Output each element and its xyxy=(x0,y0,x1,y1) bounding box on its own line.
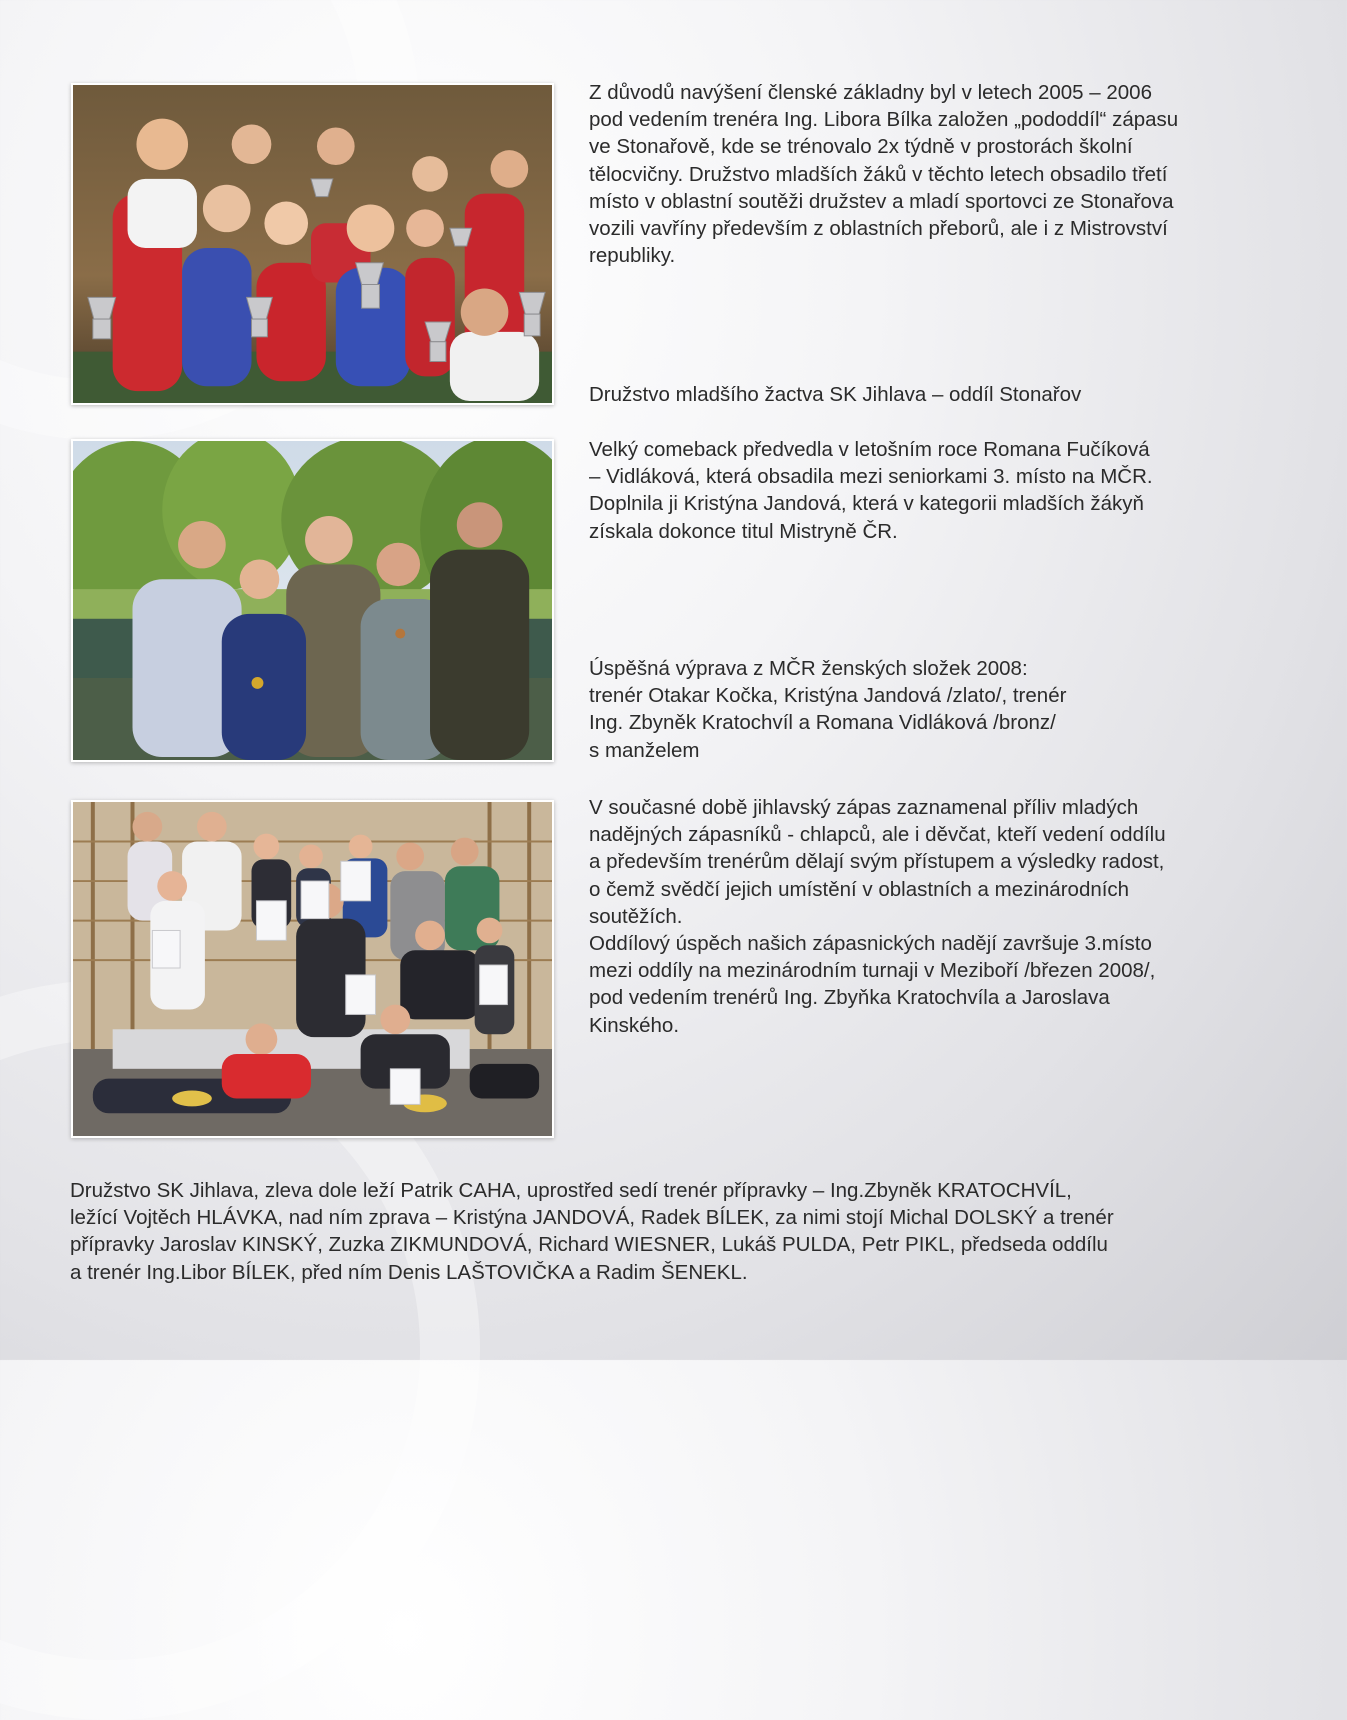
photo-junior-team-stonarov xyxy=(71,83,554,405)
photo-womens-team-mcr-2008 xyxy=(71,439,554,762)
photo3-caption: Družstvo SK Jihlava, zleva dole leží Patrik CAHA, uprostřed sedí trenér přípravky – Ing.Zbyněk KRATOCHVÍL, ležící Vojtěch HLÁVKA, nad ním zprava – Kristýna JANDOVÁ, Radek BÍLEK, za nimi stojí Michal DOLSKÝ a trenér přípravky Jaroslav KINSKÝ, Zuzka ZIKMUNDOVÁ, Richard WIESNER, Lukáš PULDA, Petr PIKL, předseda oddílu a trenér Ing.Libor BÍLEK, před ním Denis LAŠTOVIČKA a Radim ŠENEKL. xyxy=(70,1179,1114,1284)
intro-paragraph: Z důvodů navýšení členské základny byl v letech 2005 – 2006 pod vedením trenéra Ing. Libora Bílka založen „pododdíl“ zápasu ve Stonařově, kde se trénovalo 2x týdně v prostorách školní tělocvičny. Družstvo mladších žáků v těchto letech obsadilo třetí místo v oblastní soutěži družstev a mladí sportovci ze Stonařova vozili vavříny především z oblastních přeborů, ale i z Mistrovství republiky. xyxy=(589,81,1179,268)
comeback-paragraph: Velký comeback předvedla v letošním roce Romana Fučíková – Vidláková, která obsadila mezi seniorkami 3. místo na MČR. Doplnila ji Kristýna Jandová, která v kategorii mladších žákyň získala dokonce titul Mistryně ČR. xyxy=(589,438,1153,543)
photo-sk-jihlava-image xyxy=(73,802,552,1136)
photo-womens-team-image xyxy=(73,441,552,760)
photo-sk-jihlava-team xyxy=(71,800,554,1138)
photo2-caption: Úspěšná výprava z MČR ženských složek 2008: trenér Otakar Kočka, Kristýna Jandová /zlato/, trenér Ing. Zbyněk Kratochvíl a Romana Vidláková /bronz/ s manželem xyxy=(589,657,1067,762)
photo1-caption: Družstvo mladšího žactva SK Jihlava – oddíl Stonařov xyxy=(589,383,1082,406)
current-paragraph: V současné době jihlavský zápas zaznamenal příliv mladých nadějných zápasníků - chlapců, ale i děvčat, kteří vedení oddílu a především trenérům dělají svým přístupem a výsledky radost, o čemž svědčí jejich umístění v oblastních a mezinárodních soutěžích. Oddílový úspěch našich zápasnických nadějí završuje 3.místo mezi oddíly na mezinárodním turnaji v Meziboří /březen 2008/, pod vedením trenérů Ing. Zbyňka Kratochvíla a Jaroslava Kinského. xyxy=(589,796,1166,1037)
photo-junior-team-image xyxy=(73,85,552,403)
